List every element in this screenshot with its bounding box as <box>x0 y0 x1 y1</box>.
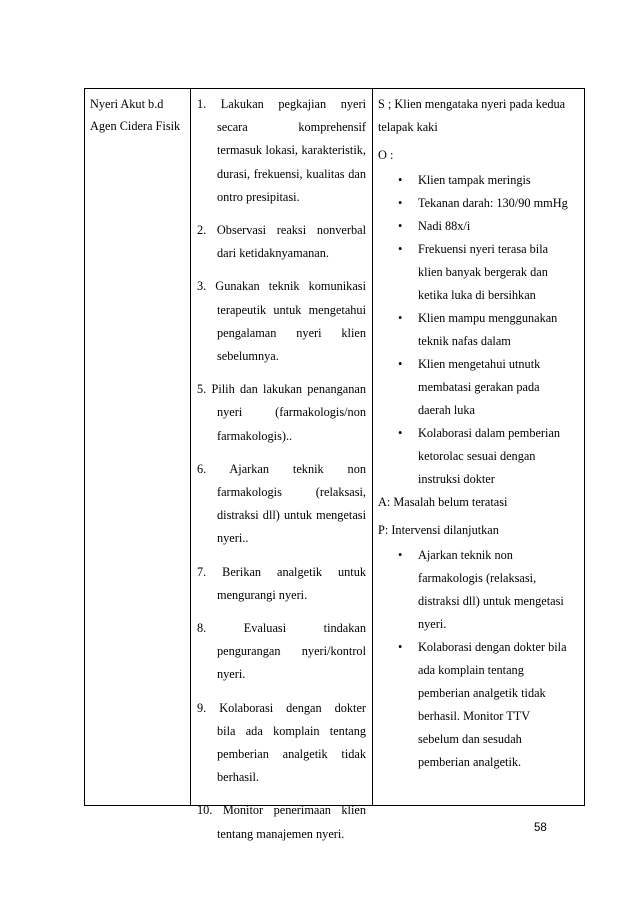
bullet-item <box>378 422 578 491</box>
bullet-line: daerah luka <box>418 403 476 417</box>
intervention-line: termasuk lokasi, karakteristik, <box>217 143 366 158</box>
intervention-line: bila ada komplain tentang <box>217 723 366 738</box>
intervention-line: mengurangi nyeri. <box>217 587 308 602</box>
bullet-line: Kolaborasi dalam pemberian <box>418 426 561 440</box>
bullet-item <box>378 215 578 238</box>
bullet-item <box>378 192 578 215</box>
intervention-line: ontro presipitasi. <box>217 189 300 204</box>
intervention-line: 6. Ajarkan teknik non <box>197 461 366 476</box>
assessment-text: A: Masalah belum teratasi <box>378 495 508 509</box>
bullet-icon: • <box>398 548 403 562</box>
intervention-line: nyeri (farmakologis/non <box>217 405 366 420</box>
bullet-line: klien banyak bergerak dan <box>418 265 548 279</box>
intervention-line: 7. Berikan analgetik untuk <box>197 564 366 579</box>
bullet-line: teknik nafas dalam <box>418 334 511 348</box>
bullet-line: ketika luka di bersihkan <box>418 288 536 302</box>
intervention-line: tentang manajemen nyeri. <box>217 826 345 841</box>
intervention-line: nyeri. <box>217 667 246 682</box>
bullet-line: membatasi gerakan pada <box>418 380 540 394</box>
intervention-step <box>197 697 366 790</box>
objective-label: O : <box>378 148 394 162</box>
bullet-icon: • <box>398 640 403 654</box>
intervention-line: 1. Lakukan pegkajian nyeri <box>197 97 366 111</box>
intervention-line: secara komprehensif <box>217 120 366 135</box>
subjective-line: S ; Klien mengataka nyeri pada kedua <box>378 97 566 111</box>
bullet-line: Klien mengetahui utnutk <box>418 357 541 371</box>
bullet-line: Klien tampak meringis <box>418 173 531 187</box>
bullet-line: pemberian analgetik tidak <box>418 686 546 700</box>
bullet-icon: • <box>398 357 403 371</box>
intervention-step <box>197 561 366 607</box>
bullet-line: nyeri. <box>418 617 447 631</box>
bullet-line: Tekanan darah: 130/90 mmHg <box>418 196 568 210</box>
bullet-line: Klien mampu menggunakan <box>418 311 558 325</box>
intervention-step <box>197 219 366 265</box>
subjective-note <box>378 93 578 139</box>
intervention-step <box>197 617 366 687</box>
intervention-line: dari ketidaknyamanan. <box>217 246 329 261</box>
bullet-item <box>378 544 578 636</box>
subjective-line: telapak kaki <box>378 120 438 134</box>
intervention-line: 2. Observasi reaksi nonverbal <box>197 223 366 238</box>
bullet-line: Frekuensi nyeri terasa bila <box>418 242 549 256</box>
intervention-line: farmakologis).. <box>217 428 293 443</box>
evaluation-cell <box>373 89 584 805</box>
intervention-step <box>197 275 366 368</box>
bullet-line: ada komplain tentang <box>418 663 524 677</box>
intervention-line: distraksi dll) untuk mengetasi <box>217 508 366 523</box>
plan-label: P: Intervensi dilanjutkan <box>378 523 499 537</box>
bullet-line: sebelum dan sesudah <box>418 732 522 746</box>
intervention-line: pemberian analgetik tidak <box>217 747 366 762</box>
page-number: 58 <box>534 822 547 834</box>
bullet-line: Kolaborasi dengan dokter bila <box>418 640 567 654</box>
bullet-line: Nadi 88x/i <box>418 219 471 233</box>
bullet-icon: • <box>398 426 403 440</box>
intervention-line: sebelumnya. <box>217 349 279 364</box>
intervention-line: 9. Kolaborasi dengan dokter <box>197 700 366 715</box>
bullet-line: distraksi dll) untuk mengetasi <box>418 594 564 608</box>
bullet-line: berhasil. Monitor TTV <box>418 709 531 723</box>
intervention-line: 5. Pilih dan lakukan penanganan <box>197 382 366 397</box>
bullet-icon: • <box>398 242 403 256</box>
intervention-line: berhasil. <box>217 770 260 785</box>
bullet-line: pemberian analgetik. <box>418 755 522 769</box>
bullet-icon: • <box>398 196 403 210</box>
bullet-icon: • <box>398 219 403 233</box>
bullet-item <box>378 238 578 307</box>
intervention-step <box>197 93 366 209</box>
intervention-step <box>197 378 366 448</box>
bullet-icon: • <box>398 311 403 325</box>
bullet-line: ketorolac sesuai dengan <box>418 449 536 463</box>
bullet-icon: • <box>398 173 403 187</box>
bullet-item <box>378 636 578 774</box>
objective-list <box>378 169 578 491</box>
intervention-step <box>197 458 366 551</box>
intervention-cell <box>191 89 373 841</box>
intervention-line: pengurangan nyeri/kontrol <box>217 644 366 659</box>
bullet-line: Ajarkan teknik non <box>418 548 513 562</box>
intervention-line: 8. Evaluasi tindakan <box>197 621 366 636</box>
bullet-item <box>378 307 578 353</box>
intervention-step <box>197 799 366 845</box>
intervention-line: durasi, frekuensi, kualitas dan <box>217 166 366 181</box>
plan-list <box>378 544 578 774</box>
intervention-line: 3. Gunakan teknik komunikasi <box>197 279 366 294</box>
diagnosis-text: Nyeri Akut b.d Agen Cidera Fisik <box>90 97 181 133</box>
intervention-list <box>197 93 366 846</box>
intervention-line: farmakologis (relaksasi, <box>217 485 366 500</box>
intervention-line: terapeutik untuk mengetahui <box>217 302 366 317</box>
intervention-line: nyeri.. <box>217 531 249 546</box>
intervention-line: pengalaman nyeri klien <box>217 325 366 340</box>
bullet-line: instruksi dokter <box>418 472 495 486</box>
intervention-line: 10. Monitor penerimaan klien <box>197 803 366 818</box>
bullet-line: farmakologis (relaksasi, <box>418 571 537 585</box>
bullet-item <box>378 169 578 192</box>
diagnosis-cell <box>85 89 191 805</box>
bullet-item <box>378 353 578 422</box>
